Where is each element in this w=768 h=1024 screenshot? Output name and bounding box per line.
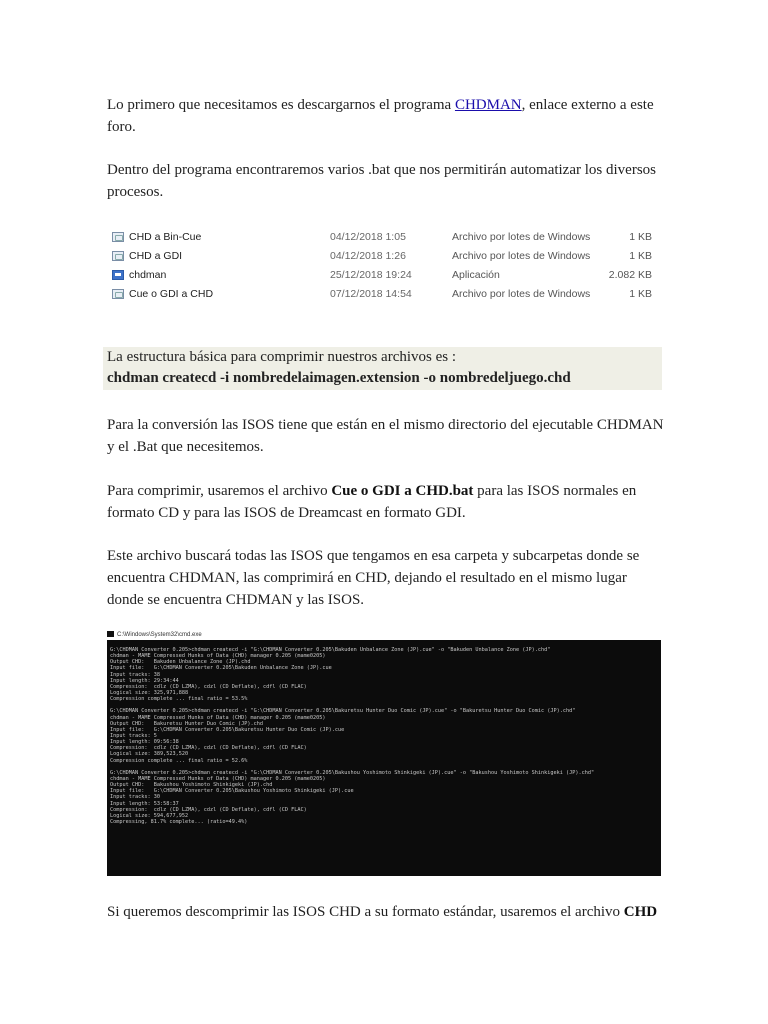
- bat-filename: Cue o GDI a CHD.bat: [331, 483, 474, 499]
- console-line: Input tracks: 38: [110, 671, 160, 678]
- console-line: Output CHD: Bakushou Yoshimoto Shinkigeki (JP).chd: [110, 782, 273, 789]
- console-line: Input length: 53:58:37: [110, 800, 179, 807]
- command-syntax: [103, 368, 662, 389]
- batch-file-icon: [112, 251, 124, 261]
- file-size: 1 KB: [629, 288, 652, 300]
- file-row[interactable]: [112, 247, 657, 266]
- compress-text-end: para las ISOS normales en formato CD y para las ISOS de Dreamcast en formato GDI.: [107, 483, 637, 521]
- console-line: Compression: cdlz (CD LZMA), cdzl (CD Deflate), cdfl (CD FLAC): [110, 806, 307, 813]
- file-row[interactable]: [112, 266, 657, 285]
- file-name: CHD a Bin-Cue: [129, 231, 202, 243]
- batch-file-icon: [112, 232, 124, 242]
- console-line: Output CHD: Bakuden Unbalance Zone (JP).chd: [110, 659, 251, 666]
- batch-file-icon: [112, 289, 124, 299]
- console-line: Logical size: 389,523,520: [110, 751, 189, 758]
- console-line: Input tracks: 5: [110, 732, 157, 739]
- file-name: chdman: [129, 269, 167, 281]
- console-line: Logical size: 325,971,888: [110, 689, 189, 696]
- file-date: 25/12/2018 19:24: [330, 269, 412, 281]
- console-line: G:\CHDMAN Converter 0.205>chdman createcd -i "G:\CHDMAN Converter 0.205\Bakuretsu Hunter Duo Comic (JP).cue" -o "Bakuretsu Hunter Duo Comic (JP).chd": [110, 708, 576, 715]
- console-line: Input length: 09:56:38: [110, 739, 179, 746]
- file-type: Archivo por lotes de Windows: [452, 288, 591, 300]
- file-name: CHD a GDI: [129, 250, 183, 262]
- console-title: C:\Windows\System32\cmd.exe: [117, 632, 202, 638]
- console-titlebar: [107, 630, 307, 640]
- decompress-bat-name: CHD: [623, 904, 658, 920]
- console-line: G:\CHDMAN Converter 0.205>chdman createcd -i "G:\CHDMAN Converter 0.205\Bakushou Yoshimoto Shinkigeki (JP).cue" -o "Bakushou Yoshimoto Shinkigeki (JP).chd": [110, 769, 595, 776]
- decompress-text: Si queremos descomprimir las ISOS CHD a su formato estándar, usaremos el archivo: [107, 904, 624, 920]
- structure-label: La estructura básica para comprimir nuestros archivos es :: [107, 349, 457, 365]
- application-icon: [112, 270, 124, 280]
- file-date: 07/12/2018 14:54: [330, 288, 412, 300]
- console-line: Logical size: 594,677,952: [110, 812, 189, 819]
- console-line: G:\CHDMAN Converter 0.205>chdman createcd -i "G:\CHDMAN Converter 0.205\Bakuden Unbalance Zone (JP).cue" -o "Bakuden Unbalance Zone (JP).chd": [110, 647, 551, 653]
- console-line: Input length: 29:34:44: [110, 677, 179, 684]
- console-line: Compression: cdlz (CD LZMA), cdzl (CD Deflate), cdfl (CD FLAC): [110, 683, 307, 690]
- file-date: 04/12/2018 1:26: [330, 250, 406, 262]
- console-line: chdman - MAME Compressed Hunks of Data (CHD) manager 0.205 (mame0205): [110, 775, 326, 782]
- intro-text-end: , enlace externo a este foro.: [107, 97, 654, 135]
- file-type: Aplicación: [452, 269, 500, 281]
- console-line: Input file: G:\CHDMAN Converter 0.205\Bakuretsu Hunter Duo Comic (JP).cue: [110, 726, 345, 733]
- decompress-paragraph: [107, 901, 677, 923]
- intro-paragraph: [107, 94, 667, 138]
- command-syntax-text: chdman createcd -i nombredelaimagen.extension -o nombredeljuego.chd: [107, 370, 571, 386]
- file-row[interactable]: [112, 285, 657, 304]
- bat-files-paragraph: Dentro del programa encontraremos varios .bat que nos permitirán automatizar los diversos procesos.: [107, 162, 656, 200]
- console-line: Compressing, 81.7% complete... (ratio=49.4%): [110, 818, 248, 825]
- cmd-icon: [107, 631, 114, 637]
- console-line: Output CHD: Bakuretsu Hunter Duo Comic (JP).chd: [110, 720, 264, 727]
- console-line: Compression complete ... final ratio = 53.5%: [110, 696, 248, 703]
- compress-paragraph: [107, 480, 667, 524]
- console-line: chdman - MAME Compressed Hunks of Data (CHD) manager 0.205 (mame0205): [110, 653, 326, 660]
- console-line: Compression: cdlz (CD LZMA), cdzl (CD Deflate), cdfl (CD FLAC): [110, 745, 307, 752]
- file-name: Cue o GDI a CHD: [129, 288, 214, 300]
- file-size: 2.082 KB: [608, 269, 652, 281]
- command-structure-box: [103, 347, 662, 390]
- console-line: Compression complete ... final ratio = 52.6%: [110, 757, 248, 764]
- console-line: Input tracks: 30: [110, 794, 160, 801]
- console-line: Input file: G:\CHDMAN Converter 0.205\Bakushou Yoshimoto Shinkigeki (JP).cue: [110, 788, 354, 795]
- console-line: chdman - MAME Compressed Hunks of Data (CHD) manager 0.205 (mame0205): [110, 714, 326, 721]
- file-size: 1 KB: [629, 250, 652, 262]
- chdman-link[interactable]: CHDMAN: [454, 97, 522, 113]
- file-date: 04/12/2018 1:05: [330, 231, 406, 243]
- conversion-paragraph: Para la conversión las ISOS tiene que están en el mismo directorio del ejecutable CHDMAN y el .Bat que necesitemos.: [107, 417, 664, 455]
- intro-text: Lo primero que necesitamos es descargarnos el programa: [107, 97, 455, 113]
- compress-text: Para comprimir, usaremos el archivo: [107, 483, 332, 499]
- search-paragraph: Este archivo buscará todas las ISOS que tengamos en esa carpeta y subcarpetas donde se encuentra CHDMAN, las comprimirá en CHD, dejando el resultado en el mismo lugar donde se encuentra CHDMAN y las ISOS.: [107, 548, 640, 608]
- console-window: [107, 640, 661, 876]
- console-line: Input file: G:\CHDMAN Converter 0.205\Bakuden Unbalance Zone (JP).cue: [110, 665, 332, 672]
- file-row[interactable]: [112, 228, 657, 247]
- file-type: Archivo por lotes de Windows: [452, 250, 591, 262]
- file-type: Archivo por lotes de Windows: [452, 231, 591, 243]
- file-size: 1 KB: [629, 231, 652, 243]
- file-listing: [112, 228, 657, 304]
